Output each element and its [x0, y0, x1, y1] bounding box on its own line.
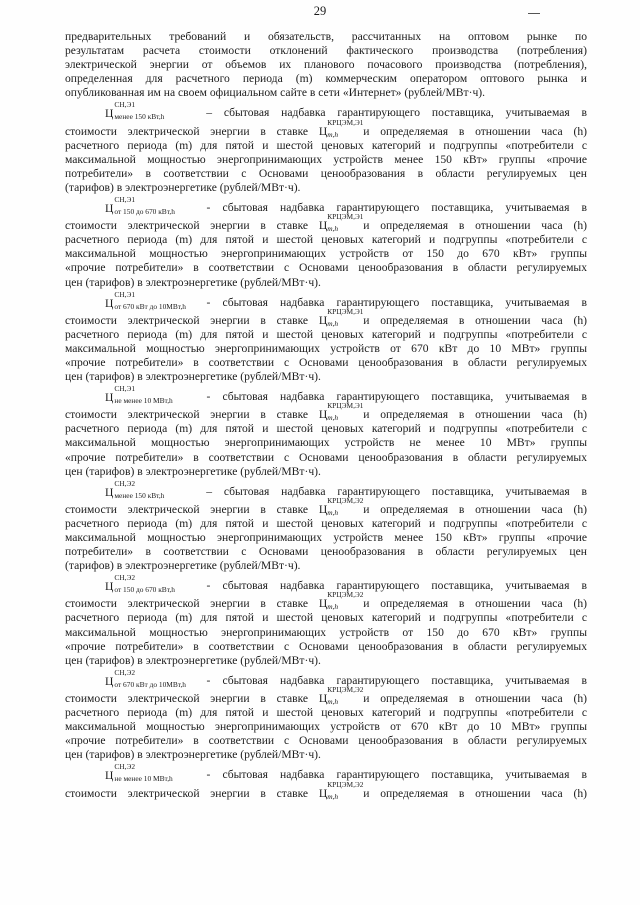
price-superscript: КРЦЭМ,Э2: [327, 684, 364, 694]
price-letter: Ц: [318, 786, 328, 800]
text-line: (тарифов) в электроэнергетике (рублей/МВт·ч).: [65, 559, 301, 573]
price-subscript: m,h: [327, 696, 339, 706]
text-line: результатам расчета стоимости отклонений фактического производства (потребления): [65, 44, 587, 58]
page-number: 29: [313, 4, 327, 18]
rate-text-before: стоимости электрической энергии в ставке: [65, 786, 309, 800]
price-symbol: [318, 117, 364, 139]
text-line: цен (тарифов) в электроэнергетике (рублей/МВт·ч).: [65, 370, 321, 384]
intro-paragraph: [65, 30, 587, 100]
symbol-superscript: СН,Э2: [114, 667, 136, 677]
definition-first-line: [65, 478, 587, 500]
rate-text-after: и определяемая в отношении часа (h): [363, 219, 587, 233]
price-letter: Ц: [318, 691, 328, 705]
scan-mark: [528, 13, 540, 14]
rate-text-after: и определяемая в отношении часа (h): [363, 786, 587, 800]
symbol-subscript: от 150 до 670 кВт,h: [114, 207, 175, 217]
price-subscript: m,h: [327, 129, 339, 139]
text-line: потребители» в соответствии с Основами ценообразования в области регулируемых цен: [65, 545, 587, 559]
price-symbol: [318, 495, 364, 517]
symbol-letter: Ц: [105, 580, 114, 594]
text-line: расчетного периода (m) для пятой и шестой ценовых категорий и подгруппы «потребители с: [65, 706, 587, 720]
definition-head-text: - сбытовая надбавка гарантирующего поставщика, учитываемая в: [194, 201, 587, 215]
price-symbol: [318, 779, 364, 801]
text-line: (тарифов) в электроэнергетике (рублей/МВт·ч).: [65, 180, 301, 194]
text-line: расчетного периода (m) для пятой и шестой ценовых категорий и подгруппы «потребители с: [65, 516, 587, 530]
price-letter: Ц: [318, 502, 328, 516]
definition-head-text: - сбытовая надбавка гарантирующего поставщика, учитываемая в: [194, 673, 587, 687]
text-line: электрической энергии от объемов их планового почасового производства (потребления),: [65, 58, 587, 72]
rate-text-after: и определяемая в отношении часа (h): [363, 313, 587, 327]
definition-entry: [65, 762, 587, 801]
text-line: расчетного периода (m) для пятой и шестой ценовых категорий и подгруппы «потребители с: [65, 422, 587, 436]
tariff-symbol: [105, 573, 175, 595]
definition-entry: [65, 384, 587, 479]
definition-head-text: - сбытовая надбавка гарантирующего поставщика, учитываемая в: [194, 768, 587, 782]
rate-text-before: стоимости электрической энергии в ставке: [65, 313, 309, 327]
text-line: опубликованная им на своем официальном сайте в сети «Интернет» (рублей/МВт·ч).: [65, 86, 486, 100]
definition-head-text: - сбытовая надбавка гарантирующего поставщика, учитываемая в: [194, 295, 587, 309]
document-body: [65, 30, 587, 801]
price-symbol: [318, 306, 364, 328]
rate-text-after: и определяемая в отношении часа (h): [363, 597, 587, 611]
definition-entry: [65, 667, 587, 763]
price-superscript: КРЦЭМ,Э1: [327, 117, 364, 127]
rate-text-after: и определяемая в отношении часа (h): [363, 691, 587, 705]
price-subscript: m,h: [327, 318, 339, 328]
price-symbol: [318, 684, 364, 706]
definition-entry: [65, 573, 587, 668]
symbol-superscript: СН,Э2: [114, 573, 136, 583]
price-superscript: КРЦЭМ,Э2: [327, 590, 364, 600]
text-line: цен (тарифов) в электроэнергетике (рублей/МВт·ч).: [65, 464, 321, 478]
symbol-subscript: от 150 до 670 кВт,h: [114, 585, 175, 595]
definition-head-text: - сбытовая надбавка гарантирующего поставщика, учитываемая в: [194, 390, 587, 404]
symbol-subscript: от 670 кВт до 10МВт,h: [114, 679, 186, 689]
rate-text-after: и определяемая в отношении часа (h): [363, 502, 587, 516]
price-symbol: [318, 590, 364, 612]
text-line: максимальной мощностью энергопринимающих устройств менее 150 кВт» группы «прочие: [65, 152, 587, 166]
price-superscript: КРЦЭМ,Э2: [327, 495, 364, 505]
symbol-subscript: не менее 10 МВт,h: [114, 396, 173, 406]
symbol-subscript: менее 150 кВт,h: [114, 112, 165, 122]
tariff-symbol: [105, 667, 186, 689]
rate-text-before: стоимости электрической энергии в ставке: [65, 691, 309, 705]
rate-text-after: и определяемая в отношении часа (h): [363, 124, 587, 138]
text-line: расчетного периода (m) для пятой и шестой ценовых категорий и подгруппы «потребители с: [65, 611, 587, 625]
text-line: расчетного периода (m) для пятой и шестой ценовых категорий и подгруппы «потребители с: [65, 138, 587, 152]
definition-first-line: [65, 667, 587, 689]
text-line: «прочие потребители» в соответствии с Основами ценообразования в области регулируемых: [65, 355, 587, 369]
text-line: максимальной мощностью энергопринимающих устройств не менее 10 МВт» группы: [65, 436, 587, 450]
price-letter: Ц: [318, 313, 328, 327]
symbol-superscript: СН,Э1: [114, 100, 136, 110]
price-subscript: m,h: [327, 507, 339, 517]
tariff-symbol: [105, 195, 175, 217]
symbol-letter: Ц: [105, 202, 114, 216]
text-line: цен (тарифов) в электроэнергетике (рублей/МВт·ч).: [65, 653, 321, 667]
text-line: «прочие потребители» в соответствии с Основами ценообразования в области регулируемых: [65, 734, 587, 748]
symbol-superscript: СН,Э1: [114, 289, 136, 299]
symbol-subscript: менее 150 кВт,h: [114, 490, 165, 500]
text-line: максимальной мощностью энергопринимающих устройств от 150 до 670 кВт» группы: [65, 625, 587, 639]
definition-entry: [65, 100, 587, 195]
symbol-superscript: СН,Э1: [114, 195, 136, 205]
tariff-symbol: [105, 478, 165, 500]
rate-text-before: стоимости электрической энергии в ставке: [65, 597, 309, 611]
tariff-symbol: [105, 289, 186, 311]
price-letter: Ц: [318, 219, 328, 233]
symbol-letter: Ц: [105, 769, 114, 783]
text-line: максимальной мощностью энергопринимающих устройств от 150 до 670 кВт» группы: [65, 247, 587, 261]
price-symbol: [318, 212, 364, 234]
symbol-subscript: не менее 10 МВт,h: [114, 774, 173, 784]
definition-head-text: - сбытовая надбавка гарантирующего поставщика, учитываемая в: [194, 579, 587, 593]
text-line: максимальной мощностью энергопринимающих устройств от 670 кВт до 10 МВт» группы: [65, 341, 587, 355]
symbol-superscript: СН,Э1: [114, 384, 136, 394]
definition-entry: [65, 195, 587, 290]
text-line: цен (тарифов) в электроэнергетике (рублей/МВт·ч).: [65, 275, 321, 289]
text-line: «прочие потребители» в соответствии с Основами ценообразования в области регулируемых: [65, 450, 587, 464]
definition-first-line: [65, 289, 587, 311]
definition-head-text: – сбытовая надбавка гарантирующего поставщика, учитываемая в: [194, 106, 587, 120]
price-superscript: КРЦЭМ,Э1: [327, 212, 364, 222]
symbol-superscript: СН,Э2: [114, 762, 136, 772]
symbol-letter: Ц: [105, 296, 114, 310]
symbol-letter: Ц: [105, 391, 114, 405]
tariff-symbol: [105, 762, 173, 784]
rate-text-before: стоимости электрической энергии в ставке: [65, 219, 309, 233]
definition-entry: [65, 478, 587, 574]
symbol-letter: Ц: [105, 485, 114, 499]
text-line: потребители» в соответствии с Основами ценообразования в области регулируемых цен: [65, 166, 587, 180]
text-line: максимальной мощностью энергопринимающих устройств от 670 кВт до 10 МВт» группы: [65, 720, 587, 734]
price-superscript: КРЦЭМ,Э1: [327, 306, 364, 316]
price-superscript: КРЦЭМ,Э1: [327, 401, 364, 411]
price-superscript: КРЦЭМ,Э2: [327, 779, 364, 789]
text-line: расчетного периода (m) для пятой и шестой ценовых категорий и подгруппы «потребители с: [65, 327, 587, 341]
price-letter: Ц: [318, 124, 328, 138]
definitions-list: [65, 100, 587, 801]
price-subscript: m,h: [327, 224, 339, 234]
price-letter: Ц: [318, 408, 328, 422]
text-line: определенная для расчетного периода (m) коммерческим оператором оптового рынка и: [65, 72, 587, 86]
rate-text-before: стоимости электрической энергии в ставке: [65, 124, 309, 138]
symbol-superscript: СН,Э2: [114, 478, 136, 488]
text-line: предварительных требований и обязательств, рассчитанных на оптовом рынке по: [65, 30, 587, 43]
price-subscript: m,h: [327, 413, 339, 423]
rate-text-after: и определяемая в отношении часа (h): [363, 408, 587, 422]
price-subscript: m,h: [327, 602, 339, 612]
definition-entry: [65, 289, 587, 385]
rate-text-before: стоимости электрической энергии в ставке: [65, 502, 309, 516]
text-line: «прочие потребители» в соответствии с Основами ценообразования в области регулируемых: [65, 639, 587, 653]
rate-text-before: стоимости электрической энергии в ставке: [65, 408, 309, 422]
tariff-symbol: [105, 384, 173, 406]
text-line: расчетного периода (m) для пятой и шестой ценовых категорий и подгруппы «потребители с: [65, 233, 587, 247]
symbol-subscript: от 670 кВт до 10МВт,h: [114, 301, 186, 311]
price-symbol: [318, 401, 364, 423]
definition-head-text: – сбытовая надбавка гарантирующего поставщика, учитываемая в: [194, 484, 587, 498]
text-line: цен (тарифов) в электроэнергетике (рублей/МВт·ч).: [65, 748, 321, 762]
text-line: «прочие потребители» в соответствии с Основами ценообразования в области регулируемых: [65, 261, 587, 275]
price-subscript: m,h: [327, 791, 339, 801]
symbol-letter: Ц: [105, 107, 114, 121]
text-line: максимальной мощностью энергопринимающих устройств менее 150 кВт» группы «прочие: [65, 531, 587, 544]
tariff-symbol: [105, 100, 165, 122]
symbol-letter: Ц: [105, 674, 114, 688]
price-letter: Ц: [318, 597, 328, 611]
